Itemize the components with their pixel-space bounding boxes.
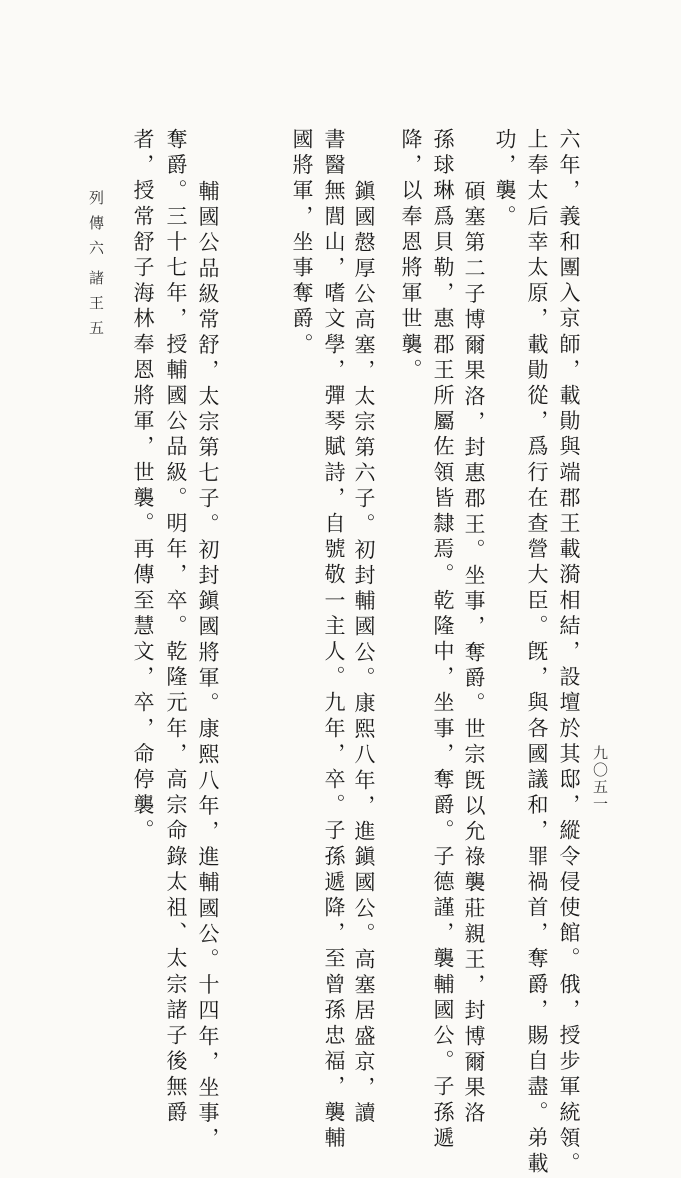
text-column: 孫球琳爲貝勒，惠郡王所屬佐領皆隸焉。乾隆中，坐事，奪爵。子德謹，襲輔國公。子孫遞 bbox=[431, 128, 455, 1152]
text-column: 者，授常舒子海林奉恩將軍，世襲。再傳至慧文，卒，命停襲。 bbox=[131, 128, 155, 845]
text-column: 上奉太后幸太原，載勛從，爲行在查營大臣。旣，與各國議和，罪禍首，奪爵，賜自盡。弟載 bbox=[525, 128, 549, 1178]
page-number: 九〇五一 bbox=[591, 745, 609, 813]
text-column: 輔國公品級常舒，太宗第七子。初封鎭國將軍。康熙八年，進輔國公。十四年，坐事， bbox=[196, 180, 220, 1153]
text-column: 書醫無閭山，嗜文學，彈琴賦詩，自號敬一主人。九年，卒。子孫遞降，至曾孫忠福，襲輔 bbox=[322, 128, 346, 1152]
text-column: 六年，義和團入京師，載勛與端郡王載漪相結，設壇於其邸，縱令侵使館。俄，授步軍統領。 bbox=[557, 128, 581, 1178]
text-column: 功，襲。 bbox=[493, 128, 517, 231]
text-column: 國將軍，坐事奪爵。 bbox=[290, 128, 314, 359]
running-head-chapter: 列傳六 bbox=[87, 190, 105, 265]
text-column: 碩塞第二子博爾果洛，封惠郡王。坐事，奪爵。世宗旣以允祿襲莊親王，封博爾果洛 bbox=[462, 180, 486, 1128]
running-head-section: 諸王五 bbox=[87, 270, 105, 345]
text-column: 降，以奉恩將軍世襲。 bbox=[399, 128, 423, 384]
text-column: 鎭國慤厚公高塞，太宗第六子。初封輔國公。康熙八年，進鎭國公。高塞居盛京，讀 bbox=[352, 180, 376, 1128]
text-column: 奪爵。三十七年，授輔國公品級。明年，卒。乾隆元年，高宗命錄太祖、太宗諸子後無爵 bbox=[164, 128, 188, 1127]
